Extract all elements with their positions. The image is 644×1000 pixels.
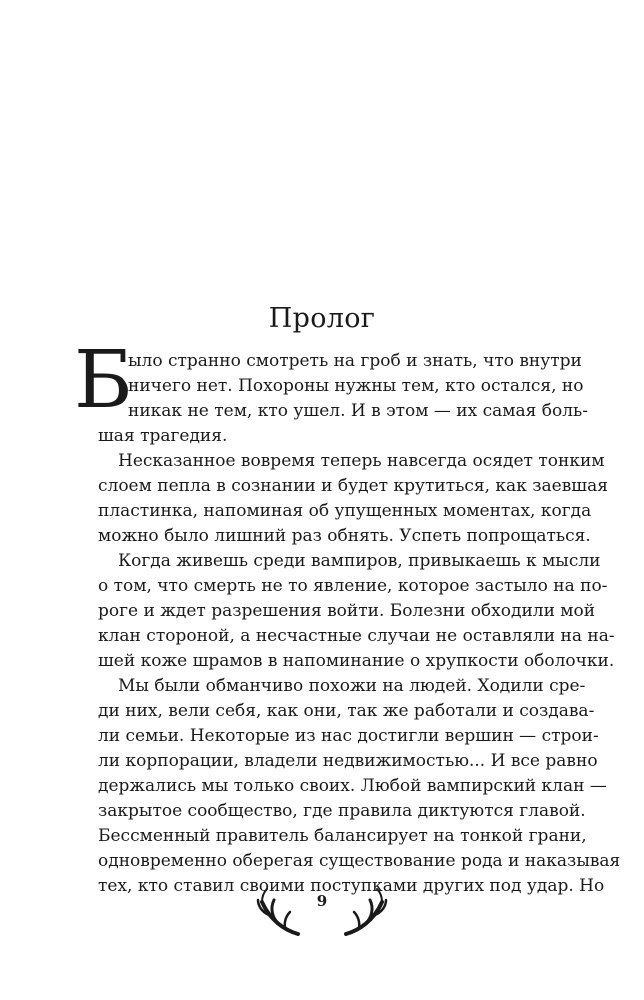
text-line: клан стороной, а несчастные случаи не оставляли на на- xyxy=(98,626,615,646)
chapter-title: Пролог xyxy=(268,303,376,334)
text-line: никак не тем, кто ушел. И в этом — их самая боль- xyxy=(128,401,589,421)
text-line: ничего нет. Похороны нужны тем, кто остался, но xyxy=(128,376,584,396)
drop-cap: Б xyxy=(74,333,133,426)
text-line: шей коже шрамов в напоминание о хрупкости оболочки. xyxy=(98,651,615,671)
antlers-icon xyxy=(0,878,644,942)
text-line: Несказанное вовремя теперь навсегда осядет тонким xyxy=(118,451,605,471)
page-footer xyxy=(0,878,644,942)
text-line: можно было лишний раз обнять. Успеть попрощаться. xyxy=(98,526,591,546)
text-line: пластинка, напоминая об упущенных моментах, когда xyxy=(98,501,592,521)
text-line: закрытое сообщество, где правила диктуются главой. xyxy=(98,801,586,821)
text-line: ди них, вели себя, как они, так же работали и создава- xyxy=(98,701,595,721)
text-line: о том, что смерть не то явление, которое застыло на по- xyxy=(98,576,608,596)
text-line: держались мы только своих. Любой вампирский клан — xyxy=(98,776,607,796)
text-line: одновременно оберегая существование рода и наказывая xyxy=(98,851,621,871)
page-number: 9 xyxy=(316,892,328,910)
text-line: Бессменный правитель балансирует на тонкой грани, xyxy=(98,826,587,846)
text-line: Когда живешь среди вампиров, привыкаешь к мысли xyxy=(118,551,601,571)
text-line: слоем пепла в сознании и будет крутиться, как заевшая xyxy=(98,476,608,496)
text-line: тех, кто ставил своими поступками других под удар. Но xyxy=(98,876,605,896)
text-line: роге и ждет разрешения войти. Болезни обходили мой xyxy=(98,601,596,621)
text-line: ыло странно смотреть на гроб и знать, что внутри xyxy=(128,351,582,371)
text-line: шая трагедия. xyxy=(98,426,228,446)
text-line: ли семьи. Некоторые из нас достигли вершин — строи- xyxy=(98,726,599,746)
text-line: Мы были обманчиво похожи на людей. Ходили сре- xyxy=(118,676,586,696)
text-line: ли корпорации, владели недвижимостью... И все равно xyxy=(98,751,598,771)
